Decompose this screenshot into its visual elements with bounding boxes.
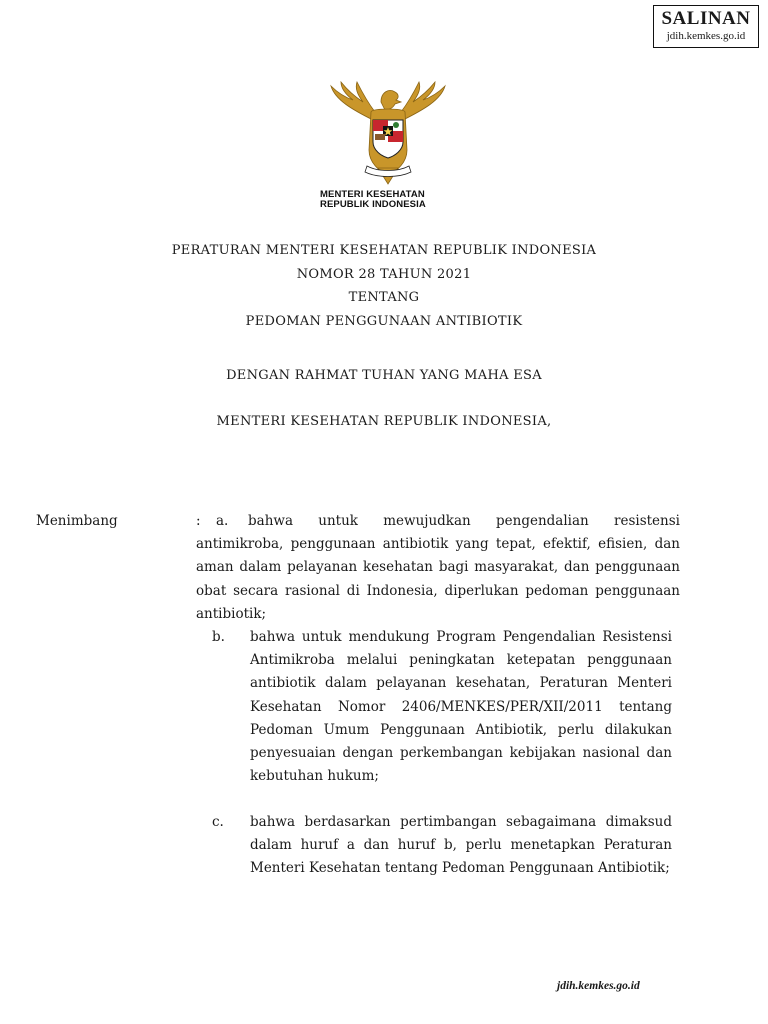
item-marker-b: b. [212, 629, 225, 645]
salinan-stamp [653, 5, 759, 48]
regulation-tentang: TENTANG [348, 290, 420, 305]
item-marker-a: a. [216, 513, 229, 529]
seal-line-2: REPUBLIK INDONESIA [320, 199, 426, 210]
stamp-url: jdih.kemkes.go.id [666, 30, 746, 42]
item-text-a: bahwa untuk mewujudkan pengendalian resistensi antimikroba, penggunaan antibiotik yang tepat, efektif, efisien, dan aman dalam pelayanan kesehatan bagi masyarakat, dan penggunaan obat secara rasional di Indonesia, diperlukan pedoman penggunaan antibiotik; [196, 513, 680, 622]
seal-line-1: MENTERI KESEHATAN [320, 189, 425, 200]
menimbang-label: Menimbang [36, 513, 118, 529]
preamble: DENGAN RAHMAT TUHAN YANG MAHA ESA [226, 368, 542, 383]
item-text-c: bahwa berdasarkan pertimbangan sebagaimana dimaksud dalam huruf a dan huruf b, perlu menetapkan Peraturan Menteri Kesehatan tentang Pedoman Penggunaan Antibiotik; [250, 814, 672, 877]
menimbang-colon: : [196, 513, 201, 529]
regulation-title: PERATURAN MENTERI KESEHATAN REPUBLIK INDONESIA [171, 243, 597, 258]
stamp-title: SALINAN [661, 8, 751, 29]
item-marker-c: c. [212, 814, 224, 830]
garuda-emblem-icon [323, 80, 453, 190]
regulation-subject: PEDOMAN PENGGUNAAN ANTIBIOTIK [245, 314, 523, 329]
footer-url: jdih.kemkes.go.id [557, 980, 640, 992]
authority: MENTERI KESEHATAN REPUBLIK INDONESIA, [216, 414, 552, 429]
seal-text [320, 190, 460, 210]
item-text-b: bahwa untuk mendukung Program Pengendalian Resistensi Antimikroba melalui peningkatan ketepatan penggunaan antibiotik dalam pelayanan kesehatan, Peraturan Menteri Kesehatan Nomor 2406/MENKES/PER/XII/2011 tentang Pedoman Umum Penggunaan Antibiotik, perlu dilakukan penyesuaian dengan perkembangan kebijakan nasional dan kebutuhan hukum; [250, 629, 672, 785]
regulation-number: NOMOR 28 TAHUN 2021 [296, 267, 472, 282]
